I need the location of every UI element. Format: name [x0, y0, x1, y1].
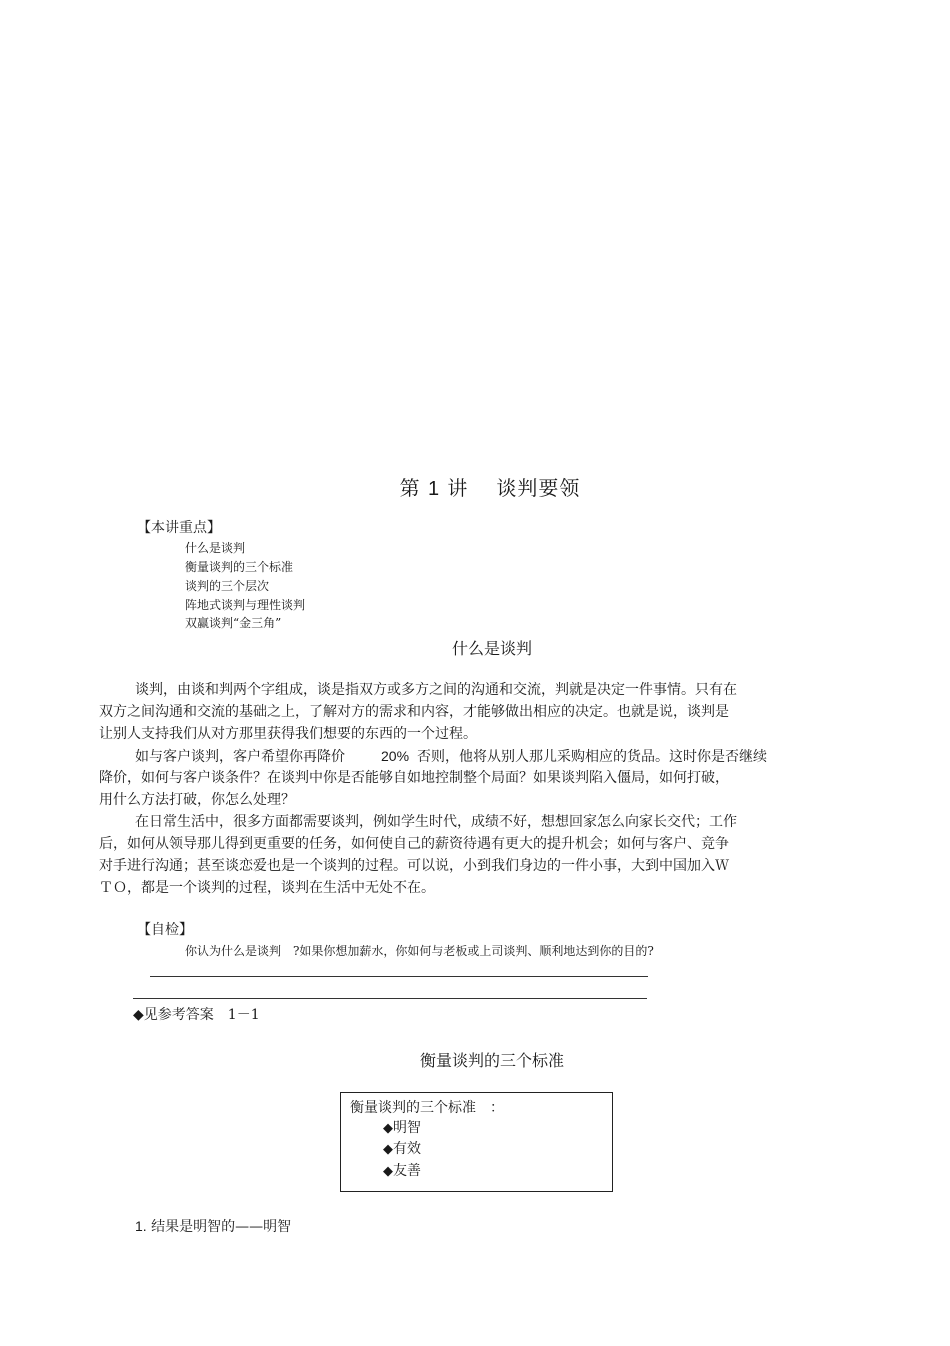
answer-reference-text: ◆见参考答案	[133, 1007, 214, 1023]
paragraph-line: 双方之间沟通和交流的基础之上，了解对方的需求和内容，才能够做出相应的决定。也就是说，谈判是	[99, 704, 729, 720]
point-text: 结果是明智的——明智	[151, 1219, 292, 1235]
answer-line	[133, 998, 647, 999]
self-check-question: 你认为什么是谈判 ?如果你想加薪水，你如何与老板或上司谈判、顺利地达到你的目的?	[185, 944, 654, 958]
paragraph-line	[135, 745, 767, 768]
answer-reference-number: 1－1	[227, 1007, 260, 1023]
paragraph-line-tail: 否则，他将从别人那儿采购相应的货品。这时你是否继续	[417, 749, 768, 765]
key-point-item: 阵地式谈判与理性谈判	[185, 598, 306, 612]
standards-item	[383, 1117, 421, 1137]
title-text: 谈判要领	[496, 476, 581, 500]
key-points-label: 【本讲重点】	[137, 520, 221, 536]
standards-item	[383, 1138, 421, 1158]
key-point-item: 谈判的三个层次	[185, 579, 270, 593]
title-prefix: 第	[399, 476, 421, 500]
self-check-label: 【自检】	[137, 922, 193, 938]
answer-line	[150, 976, 648, 977]
standards-item-label: 有效	[393, 1141, 421, 1157]
answer-reference	[133, 1004, 260, 1024]
diamond-bullet-icon: ◆	[383, 1164, 393, 1179]
paragraph-line: 后，如何从领导那儿得到更重要的任务，如何使自己的薪资待遇有更大的提升机会；如何与客户、竞争	[99, 836, 729, 852]
point-number: 1.	[135, 1218, 147, 1234]
diamond-bullet-icon: ◆	[383, 1121, 393, 1136]
paragraph-line: 谈判，由谈和判两个字组成，谈是指双方或多方之间的沟通和交流，判就是决定一件事情。只有在	[135, 682, 737, 698]
diamond-bullet-icon: ◆	[383, 1142, 393, 1157]
paragraph-line: ＴＯ，都是一个谈判的过程，谈判在生活中无处不在。	[99, 880, 435, 896]
paragraph-line-start: 如与客户谈判，客户希望你再降价	[135, 749, 345, 765]
title-unit: 讲	[447, 476, 469, 500]
paragraph-line: 降价，如何与客户谈条件？在谈判中你是否能够自如地控制整个局面？如果谈判陷入僵局，如何打破，	[99, 770, 729, 786]
key-point-item: 双赢谈判“金三角”	[185, 616, 282, 630]
standards-item	[383, 1160, 421, 1180]
section-heading-three-standards: 衡量谈判的三个标准	[419, 1051, 564, 1070]
paragraph-line: 让别人支持我们从对方那里获得我们想要的东西的一个过程。	[99, 726, 477, 742]
key-point-item: 什么是谈判	[185, 541, 246, 555]
standards-box-title: 衡量谈判的三个标准 ：	[350, 1100, 504, 1116]
paragraph-line: 对手进行沟通；甚至谈恋爱也是一个谈判的过程。可以说，小到我们身边的一件小事，大到中国加入Ｗ	[99, 858, 729, 874]
key-point-item: 衡量谈判的三个标准	[185, 560, 294, 574]
section-heading-what-is-negotiation: 什么是谈判	[451, 639, 532, 658]
standards-box	[340, 1092, 613, 1192]
title-number: 1	[427, 478, 441, 500]
discount-percent: 20%	[381, 748, 410, 764]
standards-item-label: 明智	[393, 1120, 421, 1136]
paragraph-line: 用什么方法打破，你怎么处理？	[99, 792, 295, 808]
point-heading	[135, 1216, 291, 1236]
paragraph-line: 在日常生活中，很多方面都需要谈判，例如学生时代，成绩不好，想想回家怎么向家长交代；工作	[135, 814, 737, 830]
standards-item-label: 友善	[393, 1163, 421, 1179]
page-title	[0, 472, 950, 501]
